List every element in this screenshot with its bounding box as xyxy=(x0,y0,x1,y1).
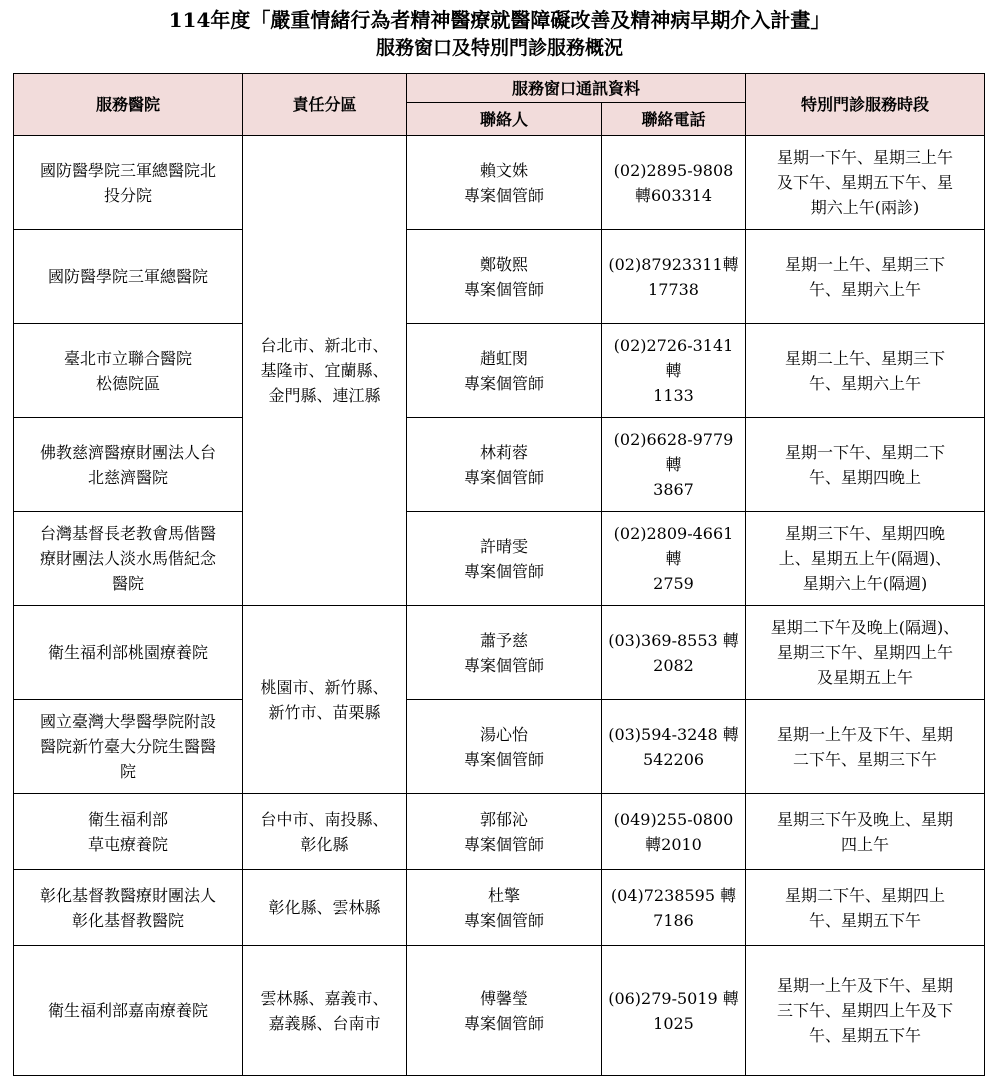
hours-cell: 星期一上午、星期三下 午、星期六上午 xyxy=(746,230,985,324)
contact-cell: 湯心怡 專案個管師 xyxy=(407,700,602,794)
phone-cell: (049)255-0800 轉2010 xyxy=(602,794,746,870)
table-row xyxy=(14,324,985,418)
region-cell: 台中市、南投縣、 彰化縣 xyxy=(243,794,407,870)
contact-cell: 蕭予慈 專案個管師 xyxy=(407,606,602,700)
hours-cell: 星期三下午、星期四晚 上、星期五上午(隔週)、 星期六上午(隔週) xyxy=(746,512,985,606)
hospital-cell: 佛教慈濟醫療財團法人台 北慈濟醫院 xyxy=(14,418,243,512)
header-clinic-hours: 特別門診服務時段 xyxy=(746,74,985,136)
phone-cell: (02)2809-4661 轉 2759 xyxy=(602,512,746,606)
region-cell: 彰化縣、雲林縣 xyxy=(243,870,407,946)
hours-cell: 星期一上午及下午、星期 三下午、星期四上午及下 午、星期五下午 xyxy=(746,946,985,1076)
hospital-cell: 彰化基督教醫療財團法人 彰化基督教醫院 xyxy=(14,870,243,946)
hours-cell: 星期三下午及晚上、星期 四上午 xyxy=(746,794,985,870)
hospital-cell: 台灣基督長老教會馬偕醫 療財團法人淡水馬偕紀念 醫院 xyxy=(14,512,243,606)
region-cell: 台北市、新北市、 基隆市、宜蘭縣、 金門縣、連江縣 xyxy=(243,136,407,606)
hours-cell: 星期二下午及晚上(隔週)、 星期三下午、星期四上午 及星期五上午 xyxy=(746,606,985,700)
contact-cell: 許晴雯 專案個管師 xyxy=(407,512,602,606)
hospital-cell: 國立臺灣大學醫學院附設 醫院新竹臺大分院生醫醫 院 xyxy=(14,700,243,794)
phone-cell: (02)6628-9779 轉 3867 xyxy=(602,418,746,512)
table-row xyxy=(14,794,985,870)
header-region: 責任分區 xyxy=(243,74,407,136)
hospital-cell: 國防醫學院三軍總醫院北 投分院 xyxy=(14,136,243,230)
phone-cell: (04)7238595 轉 7186 xyxy=(602,870,746,946)
title-line-1: 114年度「嚴重情緒行為者精神醫療就醫障礙改善及精神病早期介入計畫」 xyxy=(168,8,831,32)
hours-cell: 星期一上午及下午、星期 二下午、星期三下午 xyxy=(746,700,985,794)
hospital-cell: 衛生福利部 草屯療養院 xyxy=(14,794,243,870)
table-row xyxy=(14,418,985,512)
header-contact-group: 服務窗口通訊資料 xyxy=(407,74,746,103)
contact-cell: 林莉蓉 專案個管師 xyxy=(407,418,602,512)
hospital-cell: 國防醫學院三軍總醫院 xyxy=(14,230,243,324)
hours-cell: 星期一下午、星期二下 午、星期四晚上 xyxy=(746,418,985,512)
table-row xyxy=(14,700,985,794)
title-line-2: 服務窗口及特別門診服務概況 xyxy=(375,37,623,59)
hospital-cell: 臺北市立聯合醫院 松德院區 xyxy=(14,324,243,418)
table-row xyxy=(14,136,985,230)
contact-cell: 傅馨瑩 專案個管師 xyxy=(407,946,602,1076)
table-row xyxy=(14,870,985,946)
phone-cell: (02)87923311轉 17738 xyxy=(602,230,746,324)
header-hospital: 服務醫院 xyxy=(14,74,243,136)
phone-cell: (03)594-3248 轉 542206 xyxy=(602,700,746,794)
hours-cell: 星期二下午、星期四上 午、星期五下午 xyxy=(746,870,985,946)
contact-cell: 郭郁沁 專案個管師 xyxy=(407,794,602,870)
document-title xyxy=(0,0,999,62)
phone-cell: (02)2726-3141 轉 1133 xyxy=(602,324,746,418)
phone-cell: (02)2895-9808 轉603314 xyxy=(602,136,746,230)
phone-cell: (06)279-5019 轉 1025 xyxy=(602,946,746,1076)
header-contact-person: 聯絡人 xyxy=(407,103,602,136)
table-row xyxy=(14,946,985,1076)
region-cell: 雲林縣、嘉義市、 嘉義縣、台南市 xyxy=(243,946,407,1076)
table-row xyxy=(14,512,985,606)
phone-cell: (03)369-8553 轉 2082 xyxy=(602,606,746,700)
table-row xyxy=(14,606,985,700)
region-cell: 桃園市、新竹縣、 新竹市、苗栗縣 xyxy=(243,606,407,794)
hours-cell: 星期二上午、星期三下 午、星期六上午 xyxy=(746,324,985,418)
hours-cell: 星期一下午、星期三上午 及下午、星期五下午、星 期六上午(兩診) xyxy=(746,136,985,230)
contact-cell: 鄭敬熙 專案個管師 xyxy=(407,230,602,324)
contact-cell: 趙虹閔 專案個管師 xyxy=(407,324,602,418)
service-table xyxy=(13,73,985,1076)
hospital-cell: 衛生福利部嘉南療養院 xyxy=(14,946,243,1076)
header-contact-phone: 聯絡電話 xyxy=(602,103,746,136)
contact-cell: 杜擎 專案個管師 xyxy=(407,870,602,946)
table-row xyxy=(14,230,985,324)
contact-cell: 賴文姝 專案個管師 xyxy=(407,136,602,230)
hospital-cell: 衛生福利部桃園療養院 xyxy=(14,606,243,700)
